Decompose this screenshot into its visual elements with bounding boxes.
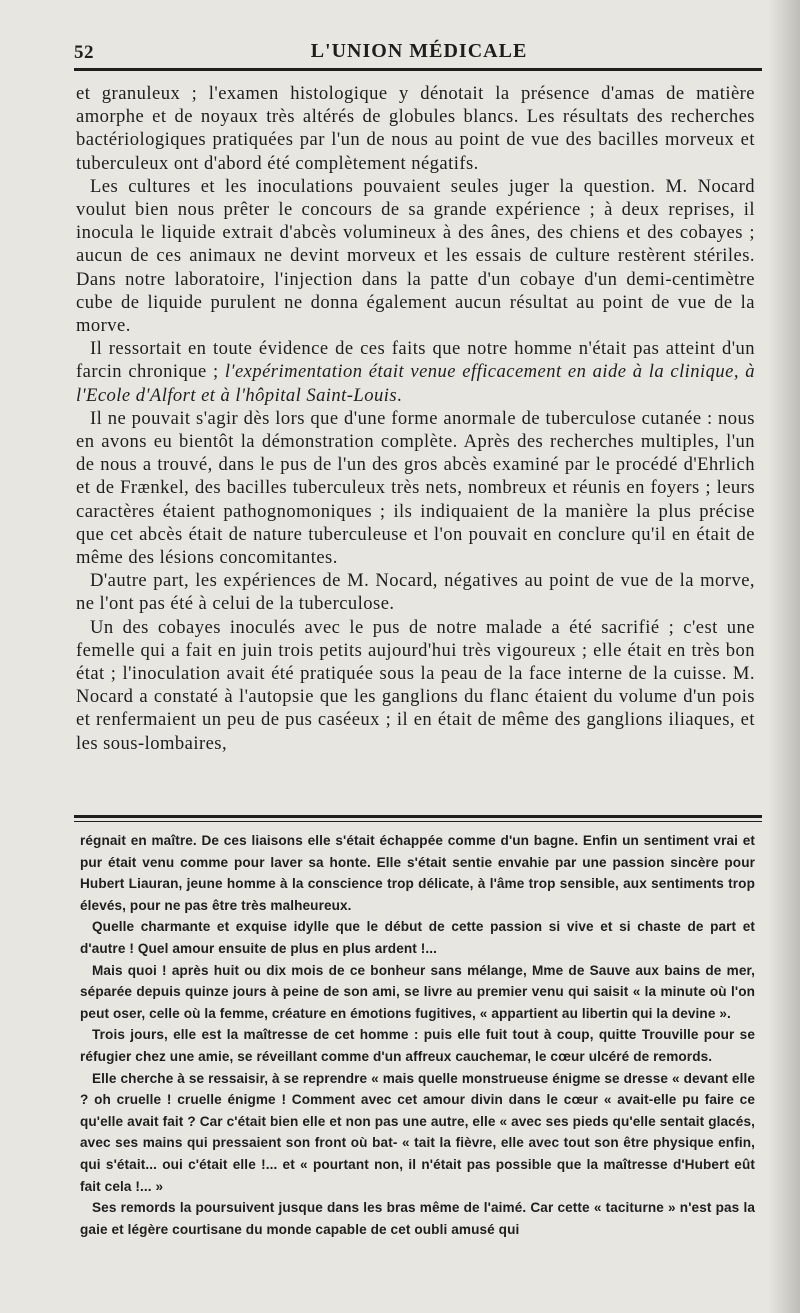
feuilleton-divider bbox=[74, 815, 762, 821]
running-title: L'UNION MÉDICALE bbox=[310, 40, 528, 62]
header-rule bbox=[74, 68, 762, 71]
page-number: 52 bbox=[74, 42, 94, 63]
feuilleton-paragraph-4: Trois jours, elle est la maîtresse de cet homme : puis elle fuit tout à coup, quitte Trouville pour se réfugier chez une amie, se réveillant comme d'un affreux cauchemar, le cœur ulcéré de remords. bbox=[80, 1027, 755, 1064]
main-paragraph-3-text: Il ressortait en toute évidence de ces faits que notre homme n'était pas atteint d'un farcin chronique ; bbox=[76, 338, 755, 383]
main-paragraph-2: Les cultures et les inoculations pouvaient seules juger la question. M. Nocard voulut bien nous prêter le concours de sa grande expérience ; à deux reprises, il inocula le liquide extrait d'abcès volumineux à des ânes, des chiens et des cobayes ; aucun de ces animaux ne devint morveux et les essais de culture restèrent stériles. Dans notre laboratoire, l'injection dans la patte d'un cobaye d'un demi-centimètre cube de liquide purulent ne donna également aucun résultat au point de vue de la morve. bbox=[76, 175, 755, 337]
feuilleton-paragraph-3: Mais quoi ! après huit ou dix mois de ce bonheur sans mélange, Mme de Sauve aux bains de mer, séparée depuis quinze jours à peine de son ami, se livre au premier venu qui saisit « la minute où l'on peut oser, celle où la femme, créature en émotions fugitives, « appartient au libertin qui la devine ». bbox=[80, 962, 755, 1021]
feuilleton-paragraph-6: Ses remords la poursuivent jusque dans les bras même de l'aimé. Car cette « taciturne » n'est pas la gaie et légère courtisane du monde capable de cet oubli amusé qui bbox=[80, 1200, 755, 1237]
main-paragraph-6: Un des cobayes inoculés avec le pus de notre malade a été sacrifié ; c'est une femelle qui a fait en juin trois petits aujourd'hui très vigoureux ; elle était en très bon état ; l'inoculation avait été pratiquée sous la peau de la face interne de la cuisse. M. Nocard a constaté à l'autopsie que les ganglions du flanc étaient du volume d'un pois et renfermaient un peu de pus caséeux ; il en était de même des ganglions iliaques, et les sous-lombaires, bbox=[76, 616, 755, 754]
main-paragraph-4: Il ne pouvait s'agir dès lors que d'une forme anormale de tuberculose cutanée : nous en avons eu bientôt la démonstration complète. Après des recherches multiples, l'un de nous a trouvé, dans le pus de l'un des gros abcès examiné par le procédé d'Ehrlich et de Frænkel, des bacilles tuberculeux très nets, nombreux et réunis en foyers ; leurs caractères étaient pathognomoniques ; ils indiquaient de la manière la plus précise que cet abcès était de nature tuberculeuse et l'on pouvait en conclure qu'il en était de même des lésions concomitantes. bbox=[76, 407, 755, 569]
main-paragraph-5: D'autre part, les expériences de M. Nocard, négatives au point de vue de la morve, ne l'ont pas été à celui de la tuberculose. bbox=[76, 570, 755, 615]
feuilleton-paragraph-2: Quelle charmante et exquise idylle que le début de cette passion si vive et si chaste de part et d'autre ! Quel amour ensuite de plus en plus ardent !... bbox=[80, 919, 755, 956]
feuilleton-paragraph-1: régnait en maître. De ces liaisons elle s'était échappée comme d'un bagne. Enfin un sentiment vrai et pur était venu comme pour laver sa honte. Elle s'était sentie envahie par une passion sincère pour Hubert Liauran, jeune homme à la conscience trop délicate, à l'âme trop sensible, aux sentiments trop élevés, pour ne pas être très malheureux. bbox=[80, 833, 755, 913]
main-article bbox=[76, 82, 755, 755]
main-paragraph-3 bbox=[76, 337, 755, 407]
feuilleton-paragraph-5: Elle cherche à se ressaisir, à se reprendre « mais quelle monstrueuse énigme se dresse « devant elle ? oh cruelle ! cruelle énigme ! Comment avec cet amour divin dans le cœur « avait-elle pu faire ce qu'elle avait fait ? Car c'était bien elle et non pas une autre, elle « avec ses pieds qu'elle sentait glacés, avec ses mains qui pressaient son front où bat- « tait la fièvre, elle avec tout son être physique enfin, qui s'était... oui c'était elle !... et « pourtant non, il n'était pas possible que la maîtresse d'Hubert eût fait cela !... » bbox=[80, 1070, 755, 1194]
binding-shadow bbox=[768, 0, 800, 1313]
main-paragraph-1: et granuleux ; l'examen histologique y dénotait la présence d'amas de matière amorphe et de noyaux très altérés de globules blancs. Les résultats des recherches bactériologiques pratiquées par l'un de nous au point de vue des bacilles morveux et tuberculeux ont d'abord été complètement négatifs. bbox=[76, 83, 755, 174]
main-paragraph-3-italic: l'expérimentation était venue efficacement en aide à la clinique, à l'Ecole d'Alfort et à l'hôpital Saint-Louis bbox=[76, 361, 755, 406]
page-header bbox=[74, 38, 764, 66]
main-paragraph-3-end: . bbox=[397, 384, 403, 406]
feuilleton-section bbox=[80, 830, 755, 1240]
